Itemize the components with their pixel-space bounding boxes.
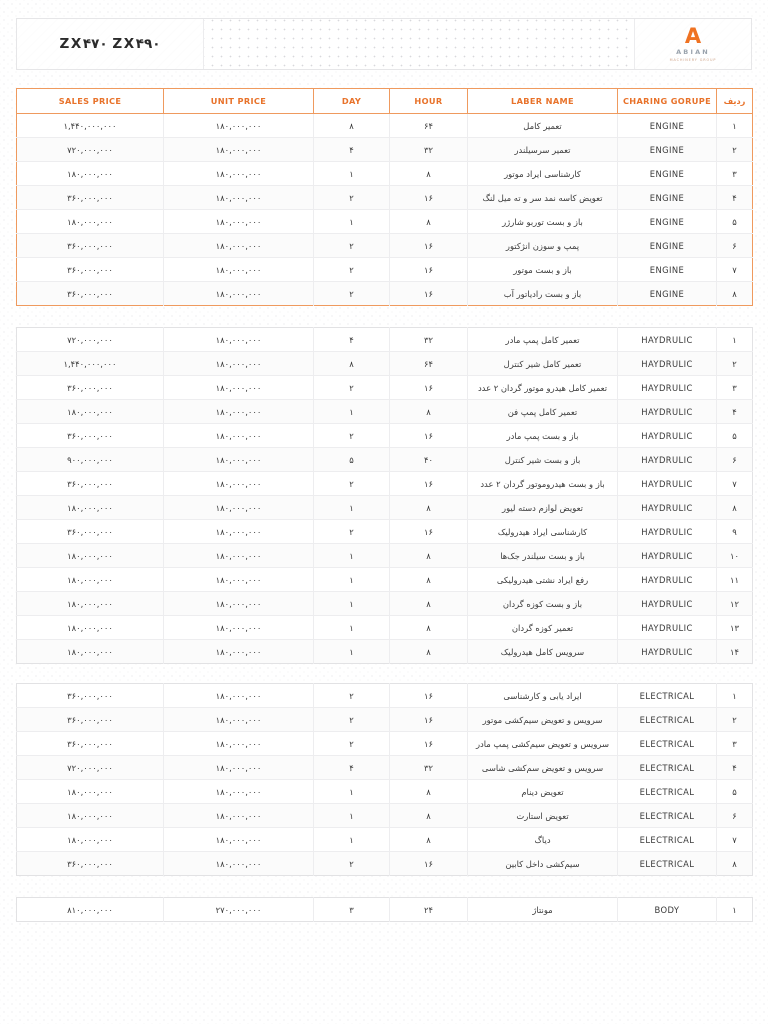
- table-row[interactable]: [17, 472, 753, 496]
- table-row[interactable]: [17, 592, 753, 616]
- table-body-electrical: [17, 684, 753, 876]
- row-hour: ۳۲: [390, 138, 468, 162]
- row-day: ۲: [314, 520, 390, 544]
- table-row[interactable]: [17, 756, 753, 780]
- row-day: ۱: [314, 568, 390, 592]
- row-index: ۲: [717, 708, 753, 732]
- row-unit-price: ۲۷۰,۰۰۰,۰۰۰: [164, 898, 314, 922]
- table-row[interactable]: [17, 544, 753, 568]
- column-header-sales-price[interactable]: SALES PRICE: [17, 89, 164, 114]
- table-row[interactable]: [17, 520, 753, 544]
- table-row[interactable]: [17, 258, 753, 282]
- company-logo: [634, 19, 751, 69]
- row-unit-price: ۱۸۰,۰۰۰,۰۰۰: [164, 114, 314, 138]
- row-hour: ۲۴: [390, 898, 468, 922]
- row-hour: ۶۴: [390, 352, 468, 376]
- row-unit-price: ۱۸۰,۰۰۰,۰۰۰: [164, 780, 314, 804]
- row-hour: ۸: [390, 804, 468, 828]
- row-sales-price: ۱,۴۴۰,۰۰۰,۰۰۰: [17, 352, 164, 376]
- row-group: ENGINE: [618, 186, 717, 210]
- row-day: ۲: [314, 234, 390, 258]
- row-hour: ۳۲: [390, 756, 468, 780]
- row-index: ۶: [717, 448, 753, 472]
- row-index: ۳: [717, 732, 753, 756]
- row-labor-name: تعویض لوازم دسته لیور: [468, 496, 618, 520]
- logo-company-name: ABIAN: [676, 48, 710, 57]
- row-group: HAYDRULIC: [618, 568, 717, 592]
- row-day: ۴: [314, 138, 390, 162]
- row-group: ELECTRICAL: [618, 852, 717, 876]
- row-index: ۲: [717, 138, 753, 162]
- row-index: ۱: [717, 898, 753, 922]
- table-row[interactable]: [17, 448, 753, 472]
- table-header-row: [17, 89, 753, 114]
- table-row[interactable]: [17, 708, 753, 732]
- table-row[interactable]: [17, 352, 753, 376]
- row-day: ۴: [314, 328, 390, 352]
- row-index: ۱: [717, 684, 753, 708]
- row-index: ۷: [717, 472, 753, 496]
- row-sales-price: ۱۸۰,۰۰۰,۰۰۰: [17, 804, 164, 828]
- row-index: ۱: [717, 114, 753, 138]
- row-unit-price: ۱۸۰,۰۰۰,۰۰۰: [164, 448, 314, 472]
- row-unit-price: ۱۸۰,۰۰۰,۰۰۰: [164, 352, 314, 376]
- row-index: ۱: [717, 328, 753, 352]
- row-unit-price: ۱۸۰,۰۰۰,۰۰۰: [164, 186, 314, 210]
- row-sales-price: ۳۶۰,۰۰۰,۰۰۰: [17, 234, 164, 258]
- row-hour: ۱۶: [390, 376, 468, 400]
- row-hour: ۸: [390, 496, 468, 520]
- row-sales-price: ۳۶۰,۰۰۰,۰۰۰: [17, 424, 164, 448]
- row-labor-name: تعویض دینام: [468, 780, 618, 804]
- row-index: ۸: [717, 852, 753, 876]
- row-hour: ۸: [390, 592, 468, 616]
- row-labor-name: باز و بست شیر کنترل: [468, 448, 618, 472]
- row-hour: ۸: [390, 616, 468, 640]
- row-day: ۲: [314, 186, 390, 210]
- row-day: ۱: [314, 210, 390, 234]
- row-group: ENGINE: [618, 258, 717, 282]
- table-row[interactable]: [17, 496, 753, 520]
- row-index: ۷: [717, 258, 753, 282]
- table-row[interactable]: [17, 328, 753, 352]
- row-day: ۱: [314, 780, 390, 804]
- row-unit-price: ۱۸۰,۰۰۰,۰۰۰: [164, 162, 314, 186]
- row-group: ELECTRICAL: [618, 732, 717, 756]
- row-index: ۶: [717, 804, 753, 828]
- row-unit-price: ۱۸۰,۰۰۰,۰۰۰: [164, 756, 314, 780]
- table-row[interactable]: [17, 162, 753, 186]
- row-day: ۱: [314, 496, 390, 520]
- row-index: ۱۲: [717, 592, 753, 616]
- table-row[interactable]: [17, 138, 753, 162]
- row-labor-name: سرویس کامل هیدرولیک: [468, 640, 618, 664]
- row-hour: ۸: [390, 828, 468, 852]
- row-group: BODY: [618, 898, 717, 922]
- row-sales-price: ۷۲۰,۰۰۰,۰۰۰: [17, 328, 164, 352]
- price-table-body: [16, 897, 753, 922]
- row-unit-price: ۱۸۰,۰۰۰,۰۰۰: [164, 424, 314, 448]
- row-sales-price: ۳۶۰,۰۰۰,۰۰۰: [17, 684, 164, 708]
- row-unit-price: ۱۸۰,۰۰۰,۰۰۰: [164, 852, 314, 876]
- column-header-group[interactable]: CHARING GORUPE: [618, 89, 717, 114]
- table-body-body: [17, 898, 753, 922]
- column-header-unit-price[interactable]: UNIT PRICE: [164, 89, 314, 114]
- row-unit-price: ۱۸۰,۰۰۰,۰۰۰: [164, 520, 314, 544]
- row-hour: ۱۶: [390, 258, 468, 282]
- row-unit-price: ۱۸۰,۰۰۰,۰۰۰: [164, 328, 314, 352]
- row-hour: ۱۶: [390, 684, 468, 708]
- row-labor-name: تعمیر سرسیلندر: [468, 138, 618, 162]
- row-index: ۳: [717, 162, 753, 186]
- row-unit-price: ۱۸۰,۰۰۰,۰۰۰: [164, 400, 314, 424]
- row-group: HAYDRULIC: [618, 544, 717, 568]
- row-hour: ۱۶: [390, 472, 468, 496]
- row-index: ۶: [717, 234, 753, 258]
- row-group: ELECTRICAL: [618, 684, 717, 708]
- row-sales-price: ۳۶۰,۰۰۰,۰۰۰: [17, 258, 164, 282]
- row-sales-price: ۱۸۰,۰۰۰,۰۰۰: [17, 568, 164, 592]
- row-day: ۱: [314, 640, 390, 664]
- row-index: ۵: [717, 210, 753, 234]
- table-row[interactable]: [17, 898, 753, 922]
- machine-model-label: ZX۴۷۰ ZX۴۹۰: [59, 36, 161, 52]
- row-labor-name: تعویض کاسه نمد سر و ته میل لنگ: [468, 186, 618, 210]
- table-row[interactable]: [17, 780, 753, 804]
- document-masthead: [16, 18, 752, 70]
- row-day: ۲: [314, 472, 390, 496]
- row-sales-price: ۸۱۰,۰۰۰,۰۰۰: [67, 904, 113, 915]
- row-group: HAYDRULIC: [618, 400, 717, 424]
- row-day: ۱: [314, 828, 390, 852]
- column-header-hour[interactable]: HOUR: [390, 89, 468, 114]
- row-day: ۲: [314, 424, 390, 448]
- row-sales-price: ۳۶۰,۰۰۰,۰۰۰: [17, 852, 164, 876]
- row-index: ۱۰: [717, 544, 753, 568]
- row-index: ۸: [717, 496, 753, 520]
- row-unit-price: ۱۸۰,۰۰۰,۰۰۰: [164, 234, 314, 258]
- row-group: ELECTRICAL: [618, 828, 717, 852]
- row-index: ۴: [717, 756, 753, 780]
- row-group: ELECTRICAL: [618, 708, 717, 732]
- row-group: HAYDRULIC: [618, 424, 717, 448]
- row-unit-price: ۱۸۰,۰۰۰,۰۰۰: [164, 732, 314, 756]
- row-group: ENGINE: [618, 282, 717, 306]
- row-day: ۸: [314, 114, 390, 138]
- logo-mark-icon: A: [684, 24, 702, 49]
- row-group: ENGINE: [618, 234, 717, 258]
- row-day: ۱: [314, 616, 390, 640]
- row-labor-name: تعمیر کوزه گردان: [468, 616, 618, 640]
- row-labor-name: باز و بست موتور: [468, 258, 618, 282]
- row-hour: ۳۲: [390, 328, 468, 352]
- row-index: ۲: [717, 352, 753, 376]
- row-index: ۱۳: [717, 616, 753, 640]
- table-row[interactable]: [17, 424, 753, 448]
- row-group: ENGINE: [618, 210, 717, 234]
- row-labor-name: مونتاژ: [468, 898, 618, 922]
- row-labor-name: تعمیر کامل پمپ فن: [468, 400, 618, 424]
- table-row[interactable]: [17, 210, 753, 234]
- row-day: ۲: [314, 684, 390, 708]
- row-day: ۸: [314, 352, 390, 376]
- row-labor-name: سرویس و تعویض سیم‌کشی موتور: [468, 708, 618, 732]
- row-sales-price: ۱۸۰,۰۰۰,۰۰۰: [17, 210, 164, 234]
- row-day: ۱: [314, 804, 390, 828]
- row-sales-price: ۳۶۰,۰۰۰,۰۰۰: [17, 520, 164, 544]
- row-sales-price: ۷۲۰,۰۰۰,۰۰۰: [17, 138, 164, 162]
- row-sales-price: ۱۸۰,۰۰۰,۰۰۰: [17, 780, 164, 804]
- row-sales-price: ۱۸۰,۰۰۰,۰۰۰: [17, 616, 164, 640]
- row-sales-price: ۳۶۰,۰۰۰,۰۰۰: [17, 186, 164, 210]
- row-group: ENGINE: [618, 114, 717, 138]
- row-group: HAYDRULIC: [618, 328, 717, 352]
- row-day: ۲: [314, 852, 390, 876]
- row-unit-price: ۱۸۰,۰۰۰,۰۰۰: [164, 684, 314, 708]
- row-labor-name: کارشناسی ایراد هیدرولیک: [468, 520, 618, 544]
- row-day: ۵: [314, 448, 390, 472]
- row-index: ۱۴: [717, 640, 753, 664]
- row-sales-price: ۹۰۰,۰۰۰,۰۰۰: [17, 448, 164, 472]
- row-labor-name: تعمیر کامل پمپ مادر: [468, 328, 618, 352]
- table-row[interactable]: [17, 234, 753, 258]
- row-labor-name: ایراد یابی و کارشناسی: [468, 684, 618, 708]
- row-labor-name: باز و بست سیلندر جک‌ها: [468, 544, 618, 568]
- row-sales-price: ۱۸۰,۰۰۰,۰۰۰: [17, 828, 164, 852]
- row-hour: ۱۶: [390, 234, 468, 258]
- row-labor-name: تعمیر کامل شیر کنترل: [468, 352, 618, 376]
- table-row[interactable]: [17, 186, 753, 210]
- row-hour: ۱۶: [390, 732, 468, 756]
- row-unit-price: ۱۸۰,۰۰۰,۰۰۰: [164, 708, 314, 732]
- row-hour: ۱۶: [390, 520, 468, 544]
- row-labor-name: سرویس و تعویض سیم‌کشی پمپ مادر: [468, 732, 618, 756]
- row-hour: ۱۶: [390, 852, 468, 876]
- row-index: ۳: [717, 376, 753, 400]
- table-row[interactable]: [17, 282, 753, 306]
- column-header-index[interactable]: ردیف: [717, 89, 753, 114]
- column-header-day[interactable]: DAY: [314, 89, 390, 114]
- row-labor-name: تعمیر کامل هیدرو موتور گردان ۲ عدد: [468, 376, 618, 400]
- row-labor-name: باز و بست هیدروموتور گردان ۲ عدد: [468, 472, 618, 496]
- row-sales-price: ۱۸۰,۰۰۰,۰۰۰: [17, 162, 164, 186]
- row-hour: ۸: [390, 780, 468, 804]
- row-unit-price: ۱۸۰,۰۰۰,۰۰۰: [164, 282, 314, 306]
- row-sales-price: ۱,۴۴۰,۰۰۰,۰۰۰: [17, 114, 164, 138]
- masthead-dotted-panel: [203, 19, 634, 69]
- row-sales-price: ۳۶۰,۰۰۰,۰۰۰: [17, 708, 164, 732]
- row-day: ۱: [314, 400, 390, 424]
- table-row[interactable]: [17, 732, 753, 756]
- row-hour: ۱۶: [390, 708, 468, 732]
- table-row[interactable]: [17, 852, 753, 876]
- row-hour: ۴۰: [390, 448, 468, 472]
- row-day: ۲: [314, 376, 390, 400]
- row-group: HAYDRULIC: [618, 352, 717, 376]
- row-labor-name: باز و بست رادیاتور آب: [468, 282, 618, 306]
- row-day: ۲: [314, 708, 390, 732]
- row-group: ELECTRICAL: [618, 756, 717, 780]
- row-group: HAYDRULIC: [618, 448, 717, 472]
- row-labor-name: پمپ و سوزن انژکتور: [468, 234, 618, 258]
- row-labor-name: سیم‌کشی داخل کابین: [468, 852, 618, 876]
- row-sales-price: ۳۶۰,۰۰۰,۰۰۰: [17, 472, 164, 496]
- row-group: ELECTRICAL: [618, 804, 717, 828]
- row-hour: ۸: [390, 640, 468, 664]
- row-unit-price: ۱۸۰,۰۰۰,۰۰۰: [164, 258, 314, 282]
- row-index: ۴: [717, 186, 753, 210]
- row-hour: ۸: [390, 210, 468, 234]
- row-day: ۳: [314, 898, 390, 922]
- row-day: ۱: [314, 162, 390, 186]
- row-sales-price: ۱۸۰,۰۰۰,۰۰۰: [17, 400, 164, 424]
- row-sales-price: ۳۶۰,۰۰۰,۰۰۰: [17, 376, 164, 400]
- row-unit-price: ۱۸۰,۰۰۰,۰۰۰: [164, 210, 314, 234]
- row-unit-price: ۱۸۰,۰۰۰,۰۰۰: [164, 568, 314, 592]
- row-day: ۱: [314, 592, 390, 616]
- row-labor-name: دیاگ: [468, 828, 618, 852]
- row-day: ۲: [314, 258, 390, 282]
- table-row[interactable]: [17, 114, 753, 138]
- row-unit-price: ۱۸۰,۰۰۰,۰۰۰: [164, 592, 314, 616]
- row-hour: ۸: [390, 162, 468, 186]
- row-unit-price: ۱۸۰,۰۰۰,۰۰۰: [164, 804, 314, 828]
- row-group: HAYDRULIC: [618, 592, 717, 616]
- row-labor-name: باز و بست پمپ مادر: [468, 424, 618, 448]
- table-row[interactable]: [17, 376, 753, 400]
- row-group: HAYDRULIC: [618, 496, 717, 520]
- row-index: ۸: [717, 282, 753, 306]
- table-row[interactable]: [17, 616, 753, 640]
- price-table-hydraulic: [16, 327, 753, 664]
- row-unit-price: ۱۸۰,۰۰۰,۰۰۰: [164, 496, 314, 520]
- row-sales-price: ۳۶۰,۰۰۰,۰۰۰: [17, 282, 164, 306]
- row-unit-price: ۱۸۰,۰۰۰,۰۰۰: [164, 544, 314, 568]
- row-sales-price: ۱۸۰,۰۰۰,۰۰۰: [17, 496, 164, 520]
- row-unit-price: ۱۸۰,۰۰۰,۰۰۰: [164, 828, 314, 852]
- row-sales-price: ۱۸۰,۰۰۰,۰۰۰: [17, 592, 164, 616]
- table-row[interactable]: [17, 828, 753, 852]
- row-unit-price: ۱۸۰,۰۰۰,۰۰۰: [164, 616, 314, 640]
- row-hour: ۸: [390, 568, 468, 592]
- table-row[interactable]: [17, 640, 753, 664]
- row-hour: ۱۶: [390, 186, 468, 210]
- row-labor-name: سرویس و تعویض سم‌کشی شاسی: [468, 756, 618, 780]
- row-labor-name: باز و بست کوزه گردان: [468, 592, 618, 616]
- row-hour: ۶۴: [390, 114, 468, 138]
- row-hour: ۸: [390, 400, 468, 424]
- row-hour: ۱۶: [390, 424, 468, 448]
- row-day: ۴: [314, 756, 390, 780]
- table-row[interactable]: [17, 400, 753, 424]
- row-unit-price: ۱۸۰,۰۰۰,۰۰۰: [164, 640, 314, 664]
- row-index: ۷: [717, 828, 753, 852]
- row-index: ۹: [717, 520, 753, 544]
- table-header: [17, 89, 753, 114]
- row-labor-name: رفع ایراد نشتی هیدرولیکی: [468, 568, 618, 592]
- row-index: ۵: [717, 780, 753, 804]
- row-sales-price: ۱۸۰,۰۰۰,۰۰۰: [17, 640, 164, 664]
- row-day: ۲: [314, 282, 390, 306]
- row-unit-price: ۱۸۰,۰۰۰,۰۰۰: [164, 472, 314, 496]
- row-hour: ۸: [390, 544, 468, 568]
- row-group: HAYDRULIC: [618, 616, 717, 640]
- logo-tagline: MACHINERY GROUP: [669, 57, 717, 62]
- row-group: ELECTRICAL: [618, 780, 717, 804]
- row-labor-name: باز و بست توربو شارژر: [468, 210, 618, 234]
- table-body-engine: [17, 114, 753, 306]
- row-sales-price: ۳۶۰,۰۰۰,۰۰۰: [17, 732, 164, 756]
- row-day: ۱: [314, 544, 390, 568]
- table-row[interactable]: [17, 684, 753, 708]
- row-group: ENGINE: [618, 162, 717, 186]
- row-index: ۵: [717, 424, 753, 448]
- row-day: ۲: [314, 732, 390, 756]
- machine-model-title: [17, 19, 203, 69]
- column-header-labor[interactable]: LABER NAME: [468, 89, 618, 114]
- table-row[interactable]: [17, 804, 753, 828]
- row-labor-name: تعمیر کامل: [468, 114, 618, 138]
- price-table-electrical: [16, 683, 753, 876]
- row-unit-price: ۱۸۰,۰۰۰,۰۰۰: [164, 376, 314, 400]
- row-group: HAYDRULIC: [618, 472, 717, 496]
- table-row[interactable]: [17, 568, 753, 592]
- price-table-engine: [16, 88, 753, 306]
- row-group: HAYDRULIC: [618, 376, 717, 400]
- row-group: HAYDRULIC: [618, 640, 717, 664]
- row-sales-price: ۷۲۰,۰۰۰,۰۰۰: [17, 756, 164, 780]
- row-labor-name: تعویض استارت: [468, 804, 618, 828]
- table-body-hydraulic: [17, 328, 753, 664]
- row-index: ۴: [717, 400, 753, 424]
- row-index: ۱۱: [717, 568, 753, 592]
- row-unit-price: ۱۸۰,۰۰۰,۰۰۰: [164, 138, 314, 162]
- row-sales-price: ۱۸۰,۰۰۰,۰۰۰: [17, 544, 164, 568]
- row-group: HAYDRULIC: [618, 520, 717, 544]
- row-labor-name: کارشناسی ایراد موتور: [468, 162, 618, 186]
- row-hour: ۱۶: [390, 282, 468, 306]
- row-group: ENGINE: [618, 138, 717, 162]
